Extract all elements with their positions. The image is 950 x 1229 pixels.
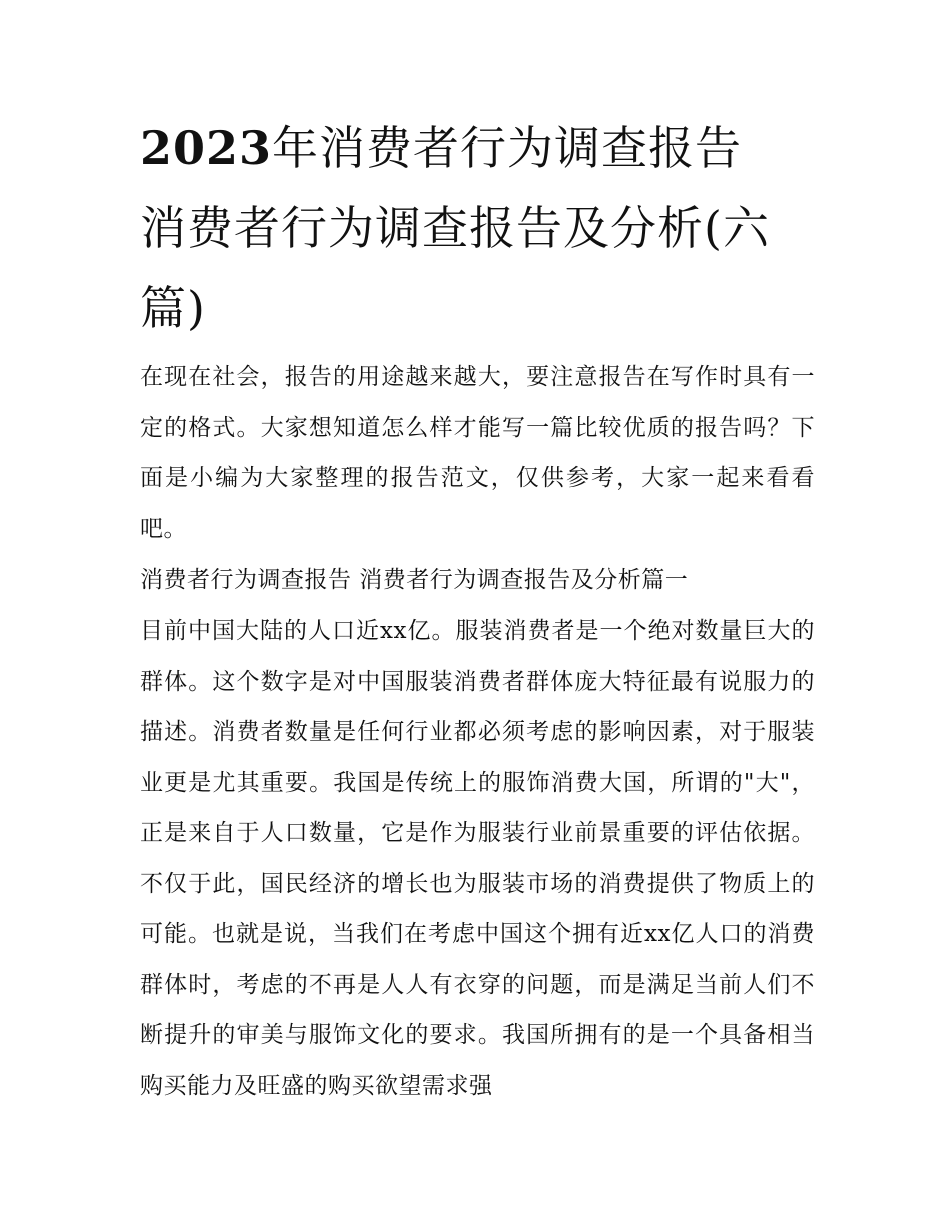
document-title bbox=[140, 108, 815, 348]
title-line-1 bbox=[140, 108, 815, 188]
document-page bbox=[140, 108, 815, 1111]
section-heading: 消费者行为调查报告 消费者行为调查报告及分析篇一 bbox=[140, 567, 689, 593]
title-year: 2023 bbox=[140, 121, 273, 175]
title-line-2: 消费者行为调查报告及分析(六篇) bbox=[140, 201, 770, 335]
body-paragraph: 目前中国大陆的人口近xx亿。服装消费者是一个绝对数量巨大的群体。这个数字是对中国服装消费者群体庞大特征最有说服力的描述。消费者数量是任何行业都必须考虑的影响因素，对于服装业更是尤其重要。我国是传统上的服饰消费大国，所谓的"大"，正是来自于人口数量，它是作为服装行业前景重要的评估依据。不仅于此，国民经济的增长也为服装市场的消费提供了物质上的可能。也就是说，当我们在考虑中国这个拥有近xx亿人口的消费群体时，考虑的不再是人人有衣穿的问题，而是满足当前人们不断提升的审美与服饰文化的要求。我国所拥有的是一个具备相当购买能力及旺盛的购买欲望需求强 bbox=[140, 618, 815, 1099]
title-line-1-text: 年消费者行为调查报告 bbox=[272, 121, 743, 175]
intro-paragraph: 在现在社会，报告的用途越来越大，要注意报告在写作时具有一定的格式。大家想知道怎么样才能写一篇比较优质的报告吗？下面是小编为大家整理的报告范文，仅供参考，大家一起来看看吧。 bbox=[140, 364, 815, 542]
